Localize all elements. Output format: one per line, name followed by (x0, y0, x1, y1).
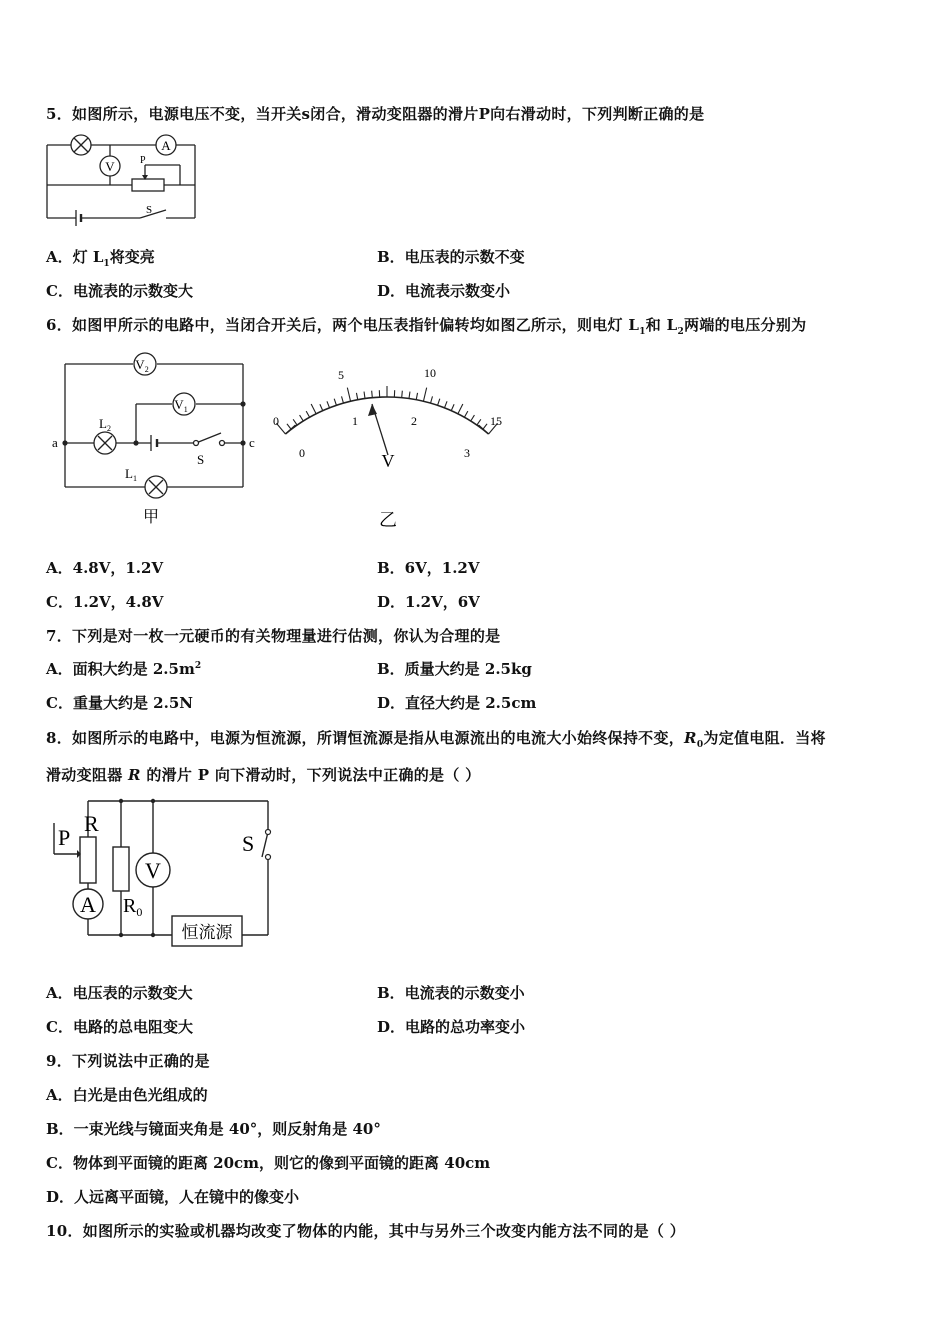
q6-dial-tick (409, 392, 410, 399)
q6-dial-tick (306, 411, 309, 417)
q6-option-b[interactable]: B．6V，1.2V (377, 559, 480, 577)
q5-option-d[interactable]: D．电流表示数变小 (377, 282, 511, 300)
q6-dial-bottom-3: 3 (464, 446, 470, 460)
q8-voltmeter-label: V (145, 858, 161, 883)
q5-switch-label: S (146, 204, 153, 216)
q7-option-a[interactable]: A．面积大约是 $2.5m^2$ (46, 660, 202, 678)
q5-option-a[interactable]: A．灯 $L_1$将变亮 (46, 248, 155, 269)
q6-dial-tick (477, 419, 481, 425)
q7-stem: 7．下列是对一枚一元硬币的有关物理量进行估测，你认为合理的是 (46, 627, 501, 645)
q8-stem-line-1: 8．如图所示的电路中，电源为恒流源，所谓恒流源是指从电源流出的电流大小始终保持不变，$R_0$为定值电阻．当将 (46, 729, 826, 750)
q8-option-c[interactable]: C．电路的总电阻变大 (46, 1018, 193, 1036)
q8-rheostat-label: R (84, 811, 99, 836)
q6-dial-bottom-1: 1 (352, 414, 358, 428)
q9-option-a[interactable]: A．白光是由色光组成的 (46, 1086, 208, 1104)
q6-dial-end (285, 425, 295, 434)
q8-stem-line-2: 滑动变阻器 R 的滑片 P 向下滑动时，下列说法中正确的是（ ） (46, 766, 481, 784)
q6-dial-top-10: 10 (424, 366, 436, 380)
q9-option-c[interactable]: C．物体到平面镜的距离 20cm，则它的像到平面镜的距离 40cm (46, 1154, 491, 1172)
q6-dial-tick (431, 396, 433, 403)
q6-dial-tick (287, 424, 291, 430)
q6-switch-label: S (197, 452, 205, 467)
q5-slider-label: P (140, 155, 146, 166)
q6-dial-bottom-0: 0 (299, 446, 305, 460)
q8-option-d[interactable]: D．电路的总功率变小 (377, 1018, 526, 1036)
q6-dial-tick (416, 393, 417, 400)
q9-option-b[interactable]: B．一束光线与镜面夹角是 40°，则反射角是 40° (46, 1120, 381, 1138)
q6-l1-label: $L_1$ (125, 466, 137, 483)
q6-dial-tick (423, 388, 426, 402)
q6-option-a[interactable]: A．4.8V，1.2V (46, 559, 164, 577)
q9-stem: 9．下列说法中正确的是 (46, 1052, 210, 1070)
q6-dial-bottom-2: 2 (411, 414, 417, 428)
q6-dial-tick (320, 404, 323, 410)
q5-stem: 5．如图所示，电源电压不变，当开关s闭合，滑动变阻器的滑片P向右滑动时，下列判断正确的是 (46, 105, 705, 123)
q9-option-d[interactable]: D．人远离平面镜，人在镜中的像变小 (46, 1188, 300, 1206)
q8-option-a[interactable]: A．电压表的示数变大 (46, 984, 193, 1002)
q8-slider-label: P (58, 825, 71, 850)
q6-caption-yi: 乙 (379, 510, 397, 530)
q6-dial-unit: V (381, 451, 395, 471)
q8-switch-label: S (242, 831, 255, 856)
q6-option-d[interactable]: D．1.2V，6V (377, 593, 480, 611)
q8-r0-label: $R_0$ (123, 895, 143, 919)
q6-l2-label: $L_2$ (99, 416, 111, 433)
q5-circuit-diagram (40, 128, 210, 228)
q6-dial-tick (342, 396, 344, 403)
q6-option-c[interactable]: C．1.2V，4.8V (46, 593, 164, 611)
q7-option-d[interactable]: D．直径大约是 2.5cm (377, 694, 537, 712)
q6-voltmeter-dial (262, 360, 522, 540)
q6-dial-tick (364, 392, 365, 399)
q8-ammeter-label: A (80, 892, 96, 917)
q10-stem: 10．如图所示的实验或机器均改变了物体的内能，其中与另外三个改变内能方法不同的是（ ） (46, 1222, 685, 1240)
q6-dial-end (479, 425, 489, 434)
q8-circuit-diagram (44, 795, 284, 960)
q6-dial-tick (356, 393, 357, 400)
q6-dial-tick (347, 388, 350, 402)
q5-voltmeter-label: V (105, 159, 115, 174)
q6-dial-top-0: 0 (273, 414, 279, 428)
q6-dial-tick (471, 415, 475, 421)
q8-option-b[interactable]: B．电流表的示数变小 (377, 984, 525, 1002)
q8-current-source-label: 恒流源 (181, 923, 233, 942)
q5-option-c[interactable]: C．电流表的示数变大 (46, 282, 193, 300)
q5-option-b[interactable]: B．电压表的示数不变 (377, 248, 525, 266)
q6-node-c: c (249, 435, 255, 450)
q6-dial-tick (327, 401, 330, 408)
q6-dial-top-15: 15 (490, 414, 502, 428)
q6-caption-jia: 甲 (142, 509, 160, 526)
q6-dial-tick (483, 424, 487, 430)
q6-dial-tick (334, 399, 336, 406)
q7-option-b[interactable]: B．质量大约是 2.5kg (377, 660, 532, 678)
q6-v1-label: $V_1$ (174, 397, 188, 414)
q6-stem: 6．如图甲所示的电路中，当闭合开关后，两个电压表指针偏转均如图乙所示，则电灯 $L_1$和 $L_2$两端的电压分别为 (46, 316, 807, 337)
q6-dial-tick (372, 391, 373, 398)
q6-dial-arc (285, 397, 488, 434)
q6-dial-tick (464, 411, 467, 417)
q6-dial-tick (300, 415, 304, 421)
q6-circuit-diagram (46, 348, 266, 533)
q6-dial-tick (311, 404, 316, 414)
q6-dial-tick (444, 401, 447, 408)
q6-dial-tick (293, 419, 297, 425)
q6-dial-tick (438, 399, 440, 406)
q6-node-a: a (52, 435, 58, 450)
q6-v2-label: $V_2$ (135, 357, 149, 374)
q5-ammeter-label: A (161, 138, 171, 153)
q6-dial-tick (402, 391, 403, 398)
q6-dial-tick (451, 404, 454, 410)
q6-dial-top-5: 5 (338, 368, 344, 382)
q7-option-c[interactable]: C．重量大约是 2.5N (46, 694, 193, 712)
q6-dial-tick (458, 404, 463, 414)
